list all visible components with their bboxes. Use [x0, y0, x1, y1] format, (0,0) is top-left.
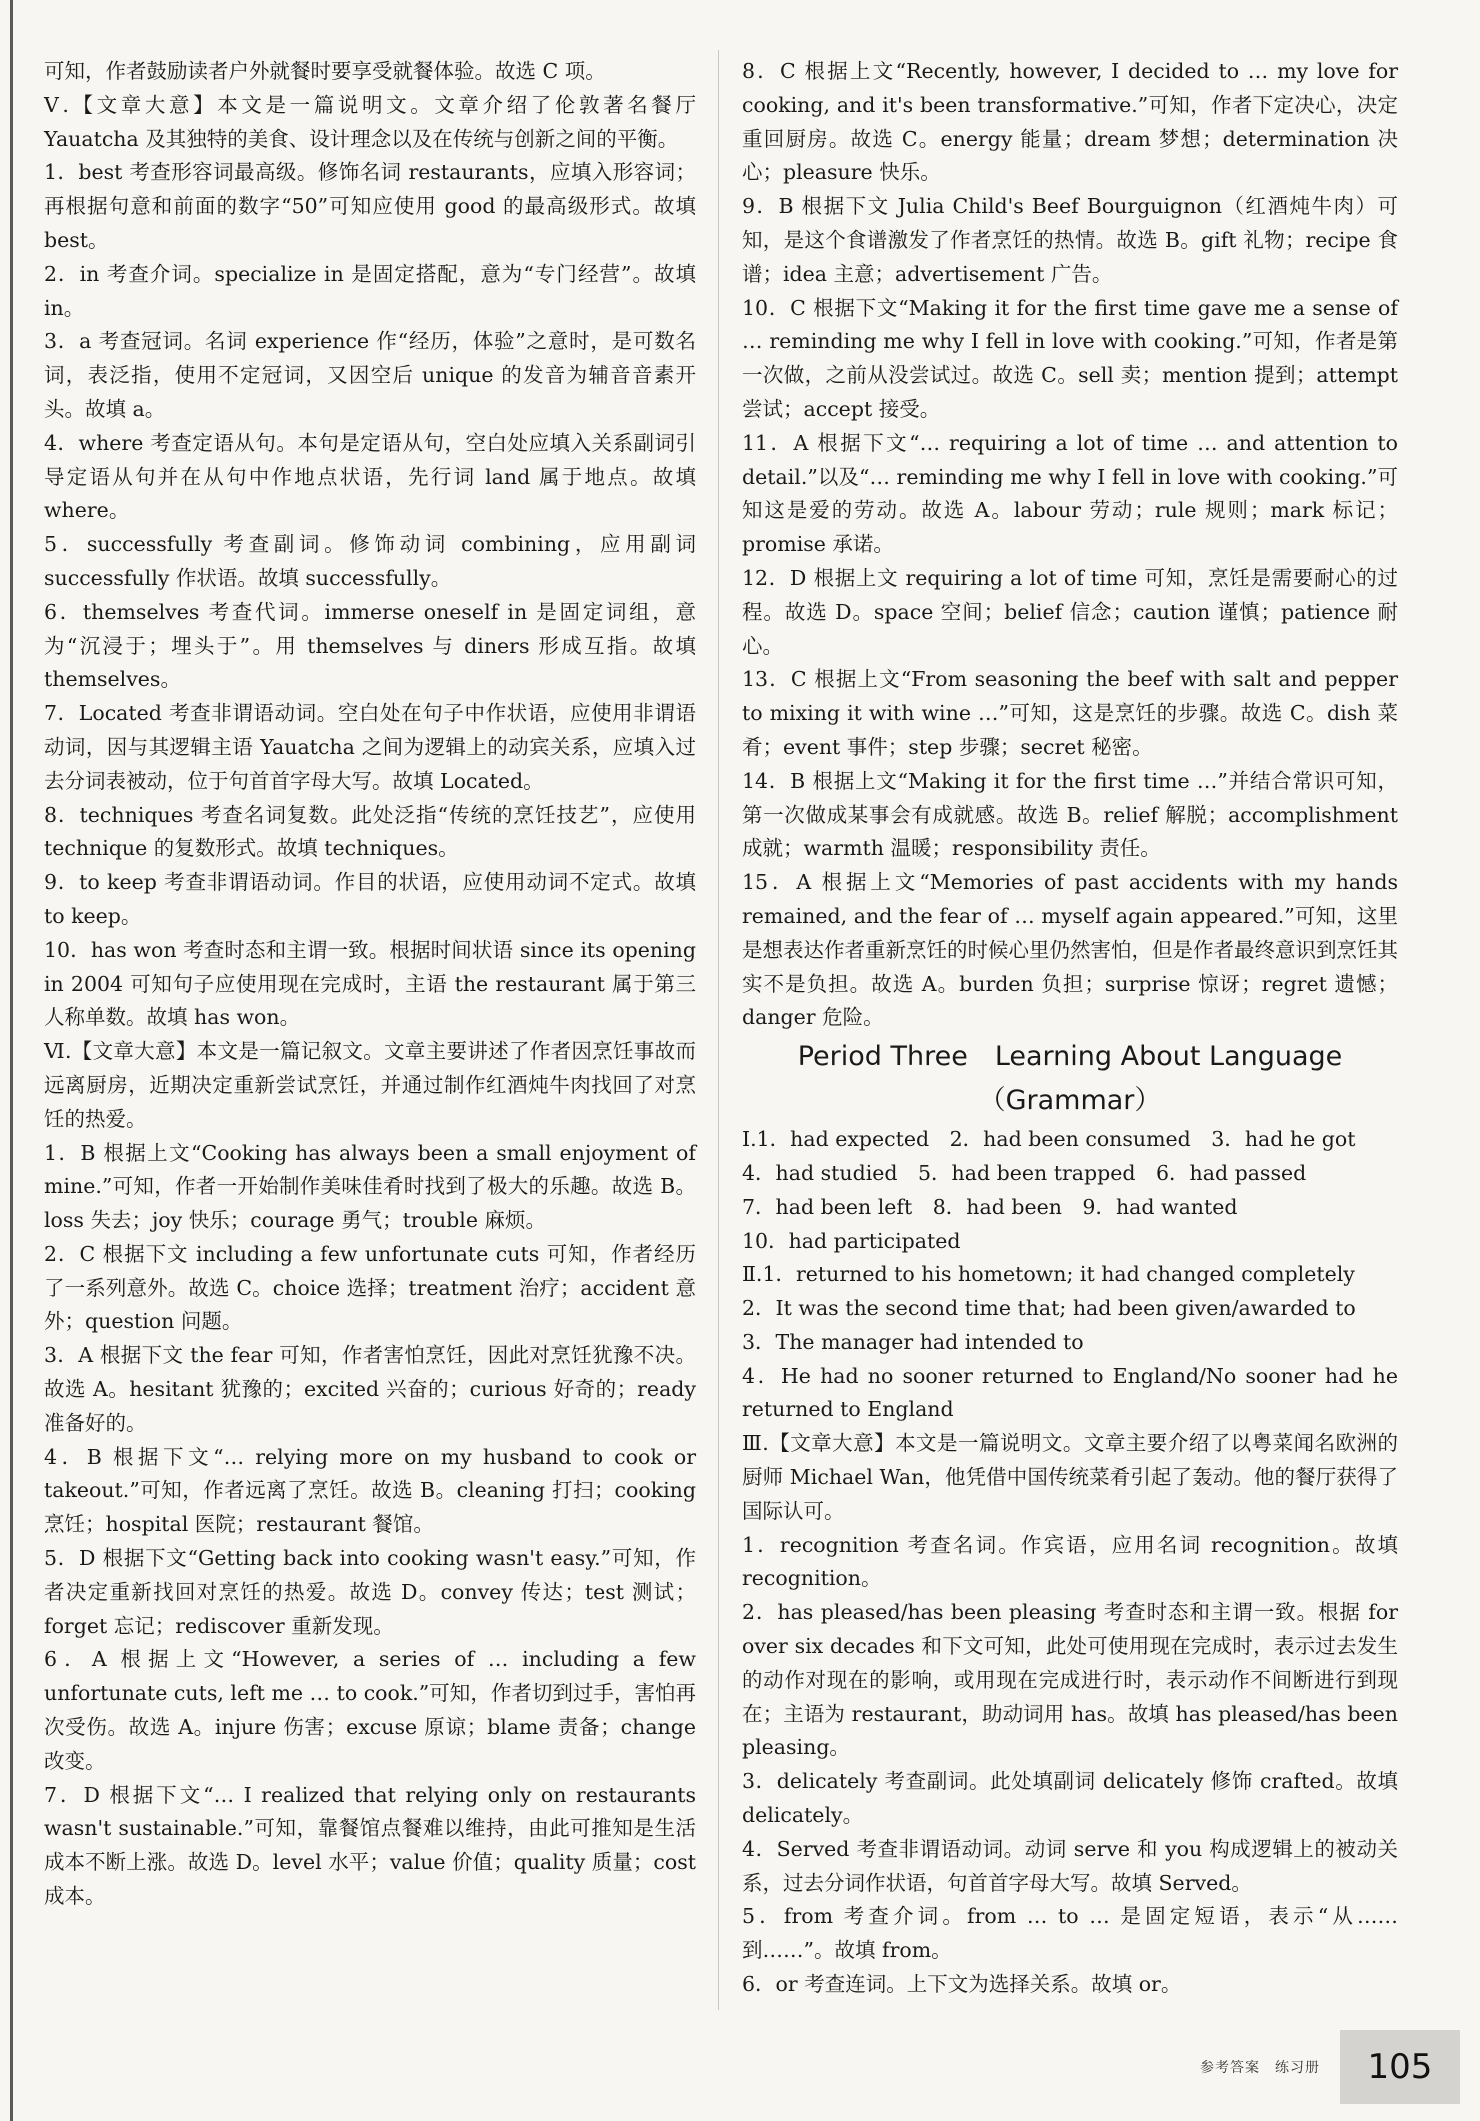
answer-item: 10．C 根据下文“Making it for the first time gave me a sense of … reminding me why I fell in love with cooking.”可知，作者是第一次做，之前从没尝试过。故选 C。sell 卖；mention 提到；attempt 尝试；accept 接受。 [742, 295, 1398, 421]
grammar-line: Ⅱ.1．returned to his hometown; it had changed completely [742, 1262, 1355, 1287]
section-title: Period Three Learning About Language [797, 1041, 1343, 1073]
answer-item: 3．delicately 考查副词。此处填副词 delicately 修饰 crafted。故填 delicately。 [742, 1769, 1398, 1828]
grammar-line: 10．had participated [742, 1228, 961, 1253]
answer-item: 1．B 根据上文“Cooking has always been a small enjoyment of mine.”可知，作者一开始制作美味佳肴时找到了极大的乐趣。故选 B。loss 失去；joy 快乐；courage 勇气；trouble 麻烦。 [44, 1140, 696, 1233]
answer-item: 9．to keep 考查非谓语动词。作目的状语，应使用动词不定式。故填 to keep。 [44, 870, 696, 928]
page-number: 105 [1340, 2030, 1460, 2104]
section-summary: Ⅴ.【文章大意】本文是一篇说明文。文章介绍了伦敦著名餐厅 Yauatcha 及其独特的美食、设计理念以及在传统与创新之间的平衡。 [44, 92, 696, 151]
answer-item: 5．D 根据下文“Getting back into cooking wasn't easy.”可知，作者决定重新找回对烹饪的热爱。故选 D。convey 传达；test 测试；forget 忘记；rediscover 重新发现。 [44, 1546, 696, 1638]
grammar-line: 7．had been left 8．had been 9．had wanted [742, 1194, 1238, 1219]
answer-item: 3．a 考查冠词。名词 experience 作“经历，体验”之意时，是可数名词，表泛指，使用不定冠词，又因空后 unique 的发音为辅音音素开头。故填 a。 [44, 329, 696, 421]
answer-item: 1．best 考查形容词最高级。修饰名词 restaurants，应填入形容词；再根据句意和前面的数字“50”可知应使用 good 的最高级形式。故填 best。 [44, 160, 696, 252]
section-subtitle: （Grammar） [978, 1085, 1162, 1117]
section-summary: Ⅲ.【文章大意】本文是一篇说明文。文章主要介绍了以粤菜闻名欧洲的厨师 Michael Wan，他凭借中国传统菜肴引起了轰动。他的餐厅获得了国际认可。 [742, 1431, 1398, 1523]
page-footer [1150, 2030, 1460, 2104]
answer-item: 6．themselves 考查代词。immerse oneself in 是固定词组，意为“沉浸于；埋头于”。用 themselves 与 diners 形成互指。故填 themselves。 [44, 599, 696, 692]
answer-item: 8．C 根据上文“Recently, however, I decided to … my love for cooking, and it's been transformative.”可知，作者下定决心，决定重回厨房。故选 C。energy 能量；dream 梦想；determination 决心；pleasure 快乐。 [742, 59, 1398, 185]
section-summary: Ⅵ.【文章大意】本文是一篇记叙文。文章主要讲述了作者因烹饪事故而远离厨房，近期决定重新尝试烹饪，并通过制作红酒炖牛肉找回了对烹饪的热爱。 [44, 1039, 696, 1131]
answer-item: 14．B 根据上文“Making it for the first time …”并结合常识可知，第一次做成某事会有成就感。故选 B。relief 解脱；accomplishment 成就；warmth 温暖；responsibility 责任。 [742, 768, 1398, 861]
grammar-line: 2．It was the second time that; had been given/awarded to [742, 1296, 1356, 1321]
answer-item: 5．from 考查介词。from … to … 是固定短语，表示“从……到……”。故填 from。 [742, 1904, 1398, 1963]
answer-item: 3．A 根据下文 the fear 可知，作者害怕烹饪，因此对烹饪犹豫不决。故选 A。hesitant 犹豫的；excited 兴奋的；curious 好奇的；ready 准备好的。 [44, 1343, 696, 1435]
answer-item: 5．successfully 考查副词。修饰动词 combining，应用副词 successfully 作状语。故填 successfully。 [44, 532, 696, 590]
right-column [742, 55, 1398, 2002]
answer-item: 9．B 根据下文 Julia Child's Beef Bourguignon（红酒炖牛肉）可知，是这个食谱激发了作者烹饪的热情。故选 B。gift 礼物；recipe 食谱；idea 主意；advertisement 广告。 [742, 194, 1398, 286]
answer-item: 2．in 考查介词。specialize in 是固定搭配，意为“专门经营”。故填 in。 [44, 261, 696, 320]
answer-item: 11．A 根据下文“… requiring a lot of time … and attention to detail.”以及“… reminding me why I fell in love with cooking.”可知这是爱的劳动。故选 A。labour 劳动；rule 规则；mark 标记；promise 承诺。 [742, 430, 1398, 557]
page-edge-bar [10, 0, 13, 2121]
paragraph: 可知，作者鼓励读者户外就餐时要享受就餐体验。故选 C 项。 [44, 59, 606, 83]
answer-item: 6．or 考查连词。上下文为选择关系。故填 or。 [742, 1972, 1182, 1997]
answer-item: 10．has won 考查时态和主谓一致。根据时间状语 since its opening in 2004 可知句子应使用现在完成时，主语 the restaurant 属于第三人称单数。故填 has won。 [44, 937, 696, 1030]
answer-item: 4．B 根据下文“… relying more on my husband to cook or takeout.”可知，作者远离了烹饪。故选 B。cleaning 打扫；cooking 烹饪；hospital 医院；restaurant 餐馆。 [44, 1444, 696, 1537]
answer-item: 7．D 根据下文“… I realized that relying only on restaurants wasn't sustainable.”可知，靠餐馆点餐难以维持，由此可推知是生活成本不断上涨。故选 D。level 水平；value 价值；quality 质量；cost 成本。 [44, 1782, 696, 1909]
left-column [44, 55, 696, 1914]
answer-item: 2．C 根据下文 including a few unfortunate cuts 可知，作者经历了一系列意外。故选 C。choice 选择；treatment 治疗；accident 意外；question 问题。 [44, 1241, 696, 1334]
answer-item: 4．Served 考查非谓语动词。动词 serve 和 you 构成逻辑上的被动关系，过去分词作状语，句首首字母大写。故填 Served。 [742, 1836, 1398, 1895]
grammar-line: 3．The manager had intended to [742, 1329, 1084, 1354]
grammar-line: Ⅰ.1．had expected 2．had been consumed 3．had he got [742, 1127, 1356, 1152]
answer-item: 4．where 考查定语从句。本句是定语从句，空白处应填入关系副词引导定语从句并在从句中作地点状语，先行词 land 属于地点。故填 where。 [44, 430, 696, 523]
answer-item: 7．Located 考查非谓语动词。空白处在句子中作状语，应使用非谓语动词，因与其逻辑主语 Yauatcha 之间为逻辑上的动宾关系，应填入过去分词表被动，位于句首首字母大写。故填 Located。 [44, 701, 696, 793]
grammar-line: 4．He had no sooner returned to England/No sooner had he returned to England [742, 1363, 1398, 1422]
grammar-line: 4．had studied 5．had been trapped 6．had passed [742, 1160, 1307, 1185]
footer-label: 参考答案 练习册 [1200, 2060, 1320, 2076]
answer-item: 15．A 根据上文“Memories of past accidents with my hands remained, and the fear of … myself again appeared.”可知，这里是想表达作者重新烹饪的时候心里仍然害怕，但是作者最终意识到烹饪其实不是负担。故选 A。burden 负担；surprise 惊讶；regret 遗憾；danger 危险。 [742, 870, 1398, 1030]
answer-item: 2．has pleased/has been pleasing 考查时态和主谓一致。根据 for over six decades 和下文可知，此处可使用现在完成时，表示过去发生的动作对现在的影响，或用现在完成进行时，表示动作不间断进行到现在；主语为 restaurant，助动词用 has。故填 has pleased/has been pleasing。 [742, 1600, 1398, 1760]
column-divider [718, 50, 719, 2010]
answer-item: 1．recognition 考查名词。作宾语，应用名词 recognition。故填 recognition。 [742, 1532, 1398, 1591]
answer-item: 13．C 根据上文“From seasoning the beef with salt and pepper to mixing it with wine …”可知，这是烹饪的步骤。故选 C。dish 菜肴；event 事件；step 步骤；secret 秘密。 [742, 667, 1398, 759]
answer-item: 8．techniques 考查名词复数。此处泛指“传统的烹饪技艺”，应使用 technique 的复数形式。故填 techniques。 [44, 802, 696, 861]
answer-item: 12．D 根据上文 requiring a lot of time 可知，烹饪是需要耐心的过程。故选 D。space 空间；belief 信念；caution 谨慎；patience 耐心。 [742, 565, 1398, 658]
answer-item: 6．A 根据上文“However, a series of … including a few unfortunate cuts, left me … to cook.”可知，作者切到过手，害怕再次受伤。故选 A。injure 伤害；excuse 原谅；blame 责备；change 改变。 [44, 1647, 696, 1773]
